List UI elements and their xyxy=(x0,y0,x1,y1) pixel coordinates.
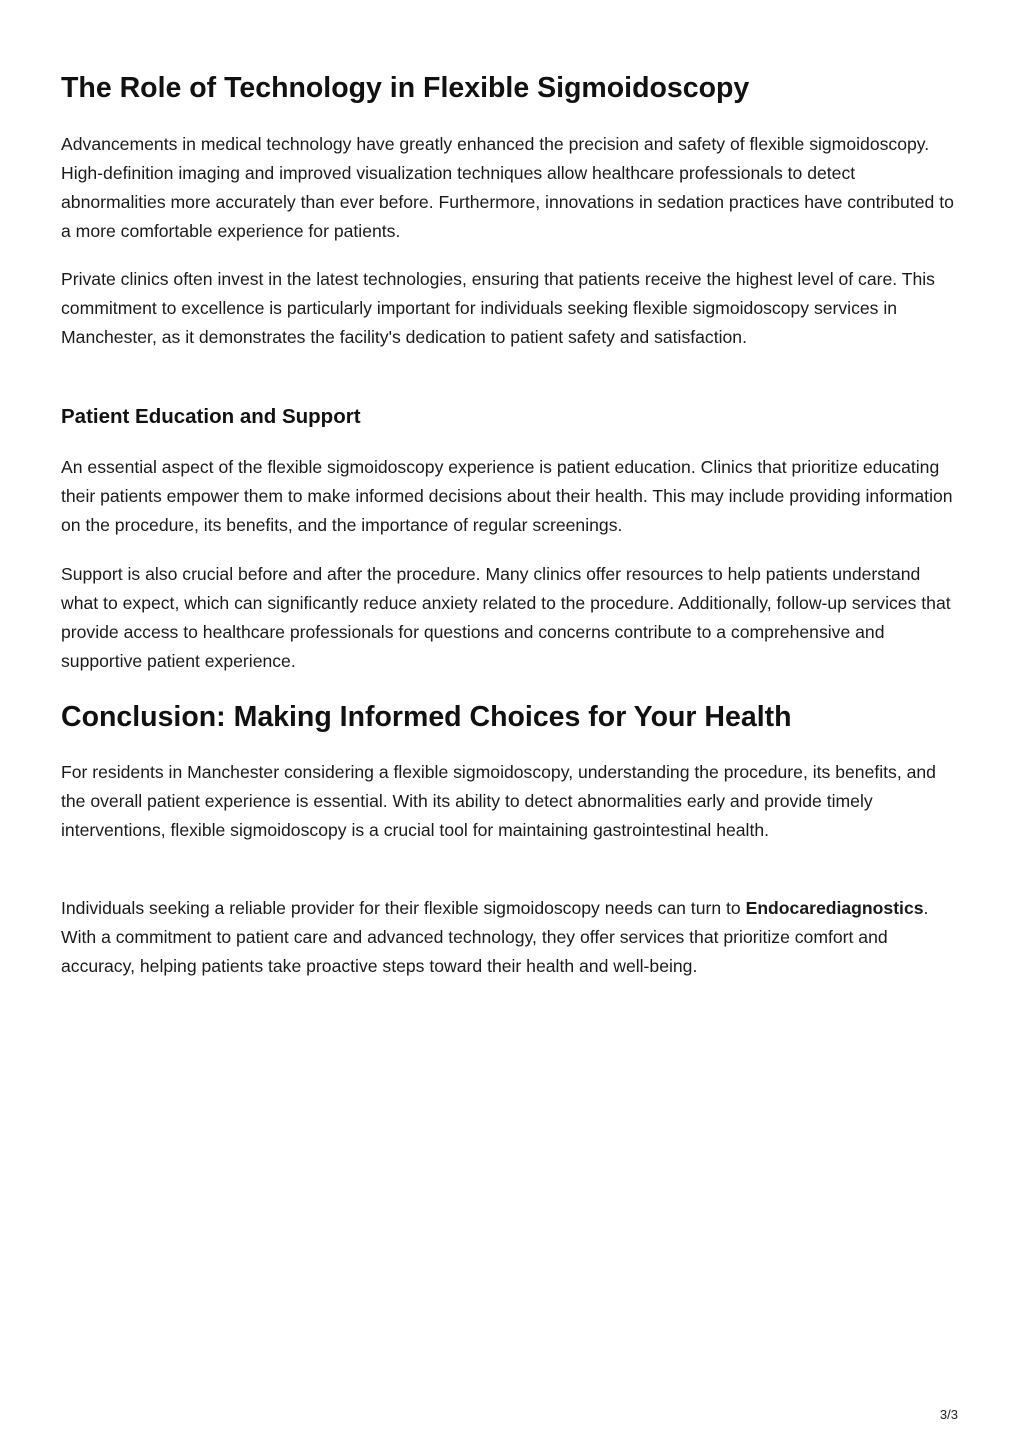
brand-name: Endocarediagnostics xyxy=(745,898,924,918)
paragraph-conclusion-1: For residents in Manchester considering a flexible sigmoidoscopy, understanding the procedure, its benefits, and the overall patient experience is essential. With its ability to detect abnormalities early and provide timely interventions, flexible sigmoidoscopy is a crucial tool for maintaining gastrointestinal health. xyxy=(61,762,936,840)
section-heading-conclusion: Conclusion: Making Informed Choices for Your Health xyxy=(61,701,792,733)
paragraph-technology-1: Advancements in medical technology have greatly enhanced the precision and safety of flexible sigmoidoscopy. High-definition imaging and improved visualization techniques allow healthcare professionals to detect abnormalities more accurately than ever before. Furthermore, innovations in sedation practices have contributed to a more comfortable experience for patients. xyxy=(61,134,954,241)
subheading-patient-education: Patient Education and Support xyxy=(61,405,361,428)
page-number: 3/3 xyxy=(939,1407,958,1422)
paragraph-technology-2: Private clinics often invest in the latest technologies, ensuring that patients receive the highest level of care. This commitment to excellence is particularly important for individuals seeking flexible sigmoidoscopy services in Manchester, as it demonstrates the facility's dedication to patient safety and satisfaction. xyxy=(61,269,935,347)
paragraph-conclusion-2-rest: . With a commitment to patient care and advanced technology, they offer services that prioritize comfort and accuracy, helping patients take proactive steps toward their health and well-being. xyxy=(61,898,929,976)
paragraph-conclusion-2-intro: Individuals seeking a reliable provider for their flexible sigmoidoscopy needs can turn to xyxy=(61,898,746,918)
section-heading-technology: The Role of Technology in Flexible Sigmoidoscopy xyxy=(61,72,750,104)
paragraph-education-1: An essential aspect of the flexible sigmoidoscopy experience is patient education. Clinics that prioritize educating their patients empower them to make informed decisions about their health. This may include providing information on the procedure, its benefits, and the importance of regular screenings. xyxy=(61,457,953,535)
paragraph-conclusion-2 xyxy=(61,894,961,981)
paragraph-education-2: Support is also crucial before and after the procedure. Many clinics offer resources to help patients understand what to expect, which can significantly reduce anxiety related to the procedure. Additionally, follow-up services that provide access to healthcare professionals for questions and concerns contribute to a comprehensive and supportive patient experience. xyxy=(61,564,951,671)
